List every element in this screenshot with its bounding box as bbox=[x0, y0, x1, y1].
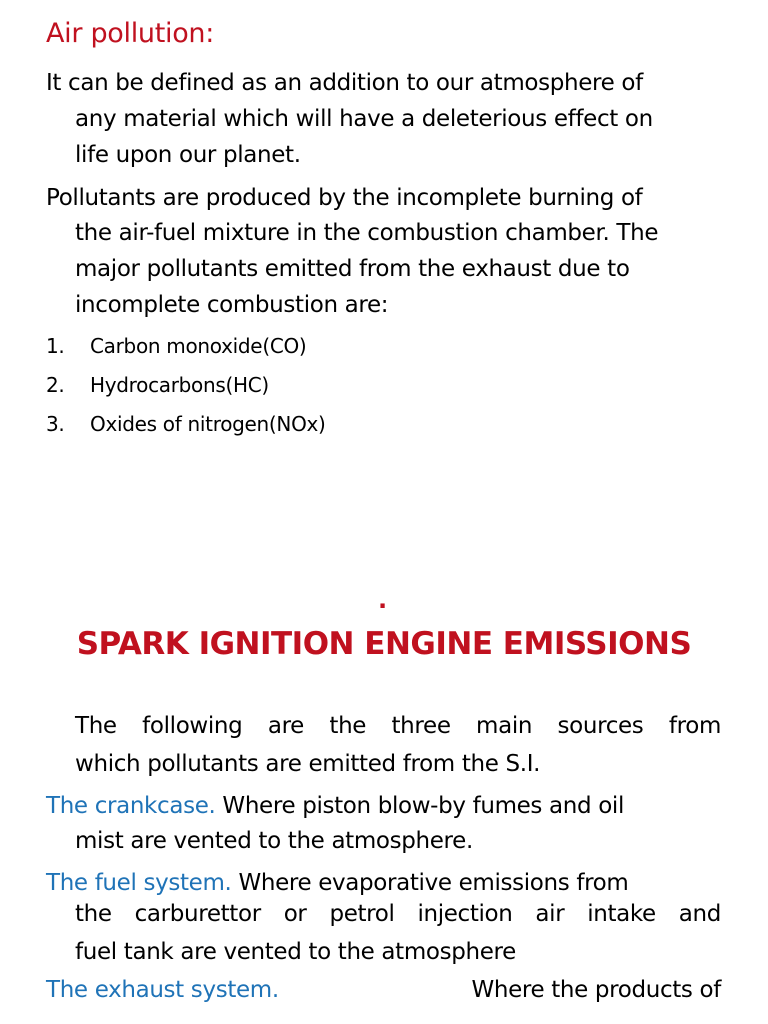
exhaust-system-text: Where the products of bbox=[471, 977, 721, 1003]
list-item bbox=[0, 373, 768, 401]
list-number: 3. bbox=[46, 412, 65, 436]
intro-line-1: The following are the three main sources from bbox=[75, 713, 721, 739]
list-text: Hydrocarbons(HC) bbox=[90, 373, 269, 397]
definition-line-3: life upon our planet. bbox=[75, 142, 301, 168]
fuel-system-line-3: fuel tank are vented to the atmosphere bbox=[75, 939, 516, 965]
crankcase-line-2: mist are vented to the atmosphere. bbox=[75, 828, 473, 854]
pollutants-line-1: Pollutants are produced by the incomplete burning of bbox=[46, 185, 643, 211]
list-number: 2. bbox=[46, 373, 65, 397]
pollutants-line-3: major pollutants emitted from the exhaust due to bbox=[75, 256, 630, 282]
crankcase-text: Where piston blow-by fumes and oil bbox=[215, 793, 625, 819]
list-text: Carbon monoxide(CO) bbox=[90, 334, 307, 358]
pollutants-line-4: incomplete combustion are: bbox=[75, 292, 389, 318]
exhaust-system-label: The exhaust system. bbox=[46, 977, 279, 1003]
fuel-system-label: The fuel system. bbox=[46, 870, 232, 896]
list-item bbox=[0, 412, 768, 440]
definition-line-1: It can be defined as an addition to our atmosphere of bbox=[46, 70, 643, 96]
crankcase-label: The crankcase. bbox=[46, 793, 216, 819]
section-title-air-pollution: Air pollution: bbox=[46, 18, 215, 49]
fuel-system-line-2: the carburettor or petrol injection air intake and bbox=[75, 901, 721, 927]
exhaust-system-line-1 bbox=[46, 977, 721, 1003]
fuel-system-line-1 bbox=[46, 866, 628, 902]
intro-line-2: which pollutants are emitted from the S.I. bbox=[75, 751, 541, 777]
separator-dot: . bbox=[378, 586, 388, 614]
list-number: 1. bbox=[46, 334, 65, 358]
definition-line-2: any material which will have a deleterious effect on bbox=[75, 106, 653, 132]
fuel-system-text: Where evaporative emissions from bbox=[231, 870, 629, 896]
pollutants-line-2: the air-fuel mixture in the combustion chamber. The bbox=[75, 220, 659, 246]
list-item bbox=[0, 334, 768, 362]
crankcase-line-1 bbox=[46, 789, 624, 825]
list-text: Oxides of nitrogen(NOx) bbox=[90, 412, 326, 436]
section-heading-si-emissions: SPARK IGNITION ENGINE EMISSIONS bbox=[76, 626, 692, 662]
